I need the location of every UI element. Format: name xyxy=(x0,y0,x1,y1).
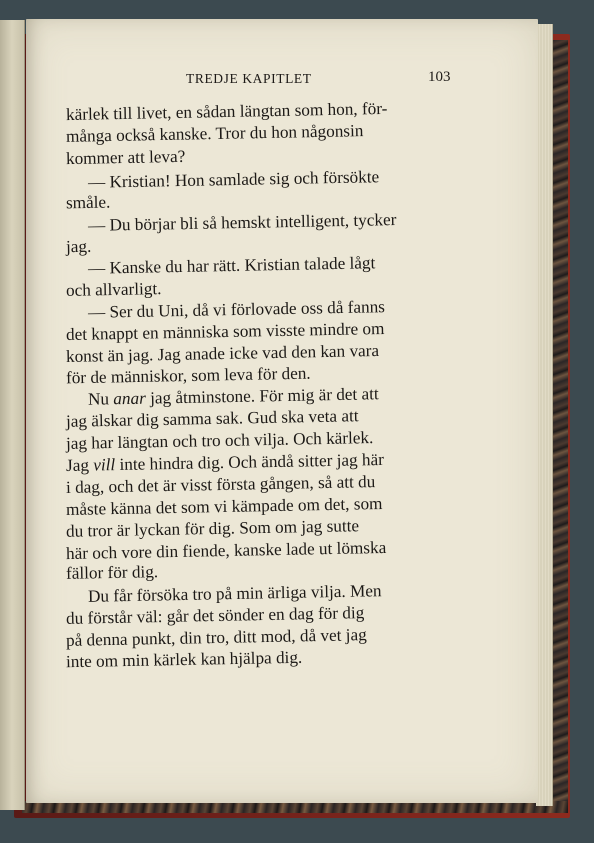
text-line: jag har längtan och tro och vilja. Och kärlek. xyxy=(65,428,374,453)
text-line: — Kanske du har rätt. Kristian talade lågt xyxy=(87,253,376,278)
text-line: småle. xyxy=(65,192,111,213)
emphasis-text: anar xyxy=(113,388,146,409)
text-line: kärlek till livet, en sådan längtan som hon, för- xyxy=(65,98,388,125)
text-line: — Du börjar bli så hemskt intelligent, tycker xyxy=(87,210,397,235)
text-line: och allvarligt. xyxy=(65,279,162,300)
text-line: fällor för dig. xyxy=(65,562,159,583)
text-line: kommer att leva? xyxy=(65,146,186,169)
text-line: i dag, och det är visst första gången, så att du xyxy=(65,472,376,497)
text-line: jag. xyxy=(65,236,92,257)
text-line: jag älskar dig samma sak. Gud ska veta att xyxy=(65,406,359,431)
text-span: Jag xyxy=(65,455,90,476)
text-line: — Ser du Uni, då vi förlovade oss då fanns xyxy=(87,297,386,322)
text-span: Nu xyxy=(87,389,110,409)
text-line: du förstår väl: går det sönder en dag för dig xyxy=(65,603,365,628)
text-line: — Kristian! Hon samlade sig och försökte xyxy=(87,167,380,192)
text-line: måste känna det som vi kämpade om det, som xyxy=(65,493,383,520)
text-line: det knappt en människa som visste mindre om xyxy=(65,318,385,345)
running-head: TREDJE KAPITLET xyxy=(186,71,312,86)
text-line: här och vore din fiende, kanske lade ut lömska xyxy=(65,537,387,564)
text-line: konst än jag. Jag anade icke vad den kan vara xyxy=(65,340,380,367)
text-line: Du får försöka tro på min ärliga vilja. Men xyxy=(87,581,382,606)
text-span: inte hindra dig. Och ändå sitter jag här xyxy=(119,449,385,475)
page-stack-edge xyxy=(536,24,553,806)
facing-page-edge xyxy=(0,20,25,810)
marbled-page-edge xyxy=(552,40,568,812)
text-line: på denna punkt, din tro, ditt mod, då vet jag xyxy=(65,625,367,650)
text-span: jag åtminstone. För mig är det att xyxy=(149,384,379,408)
emphasis-text: vill xyxy=(93,455,116,475)
text-line: för de människor, som leva för den. xyxy=(65,363,311,388)
page-number: 103 xyxy=(428,69,451,85)
text-line: inte om min kärlek kan hjälpa dig. xyxy=(65,647,303,672)
text-line: många också kanske. Tror du hon någonsin xyxy=(65,121,364,146)
text-line: du tror är lyckan för dig. Som om jag sutte xyxy=(65,516,360,541)
